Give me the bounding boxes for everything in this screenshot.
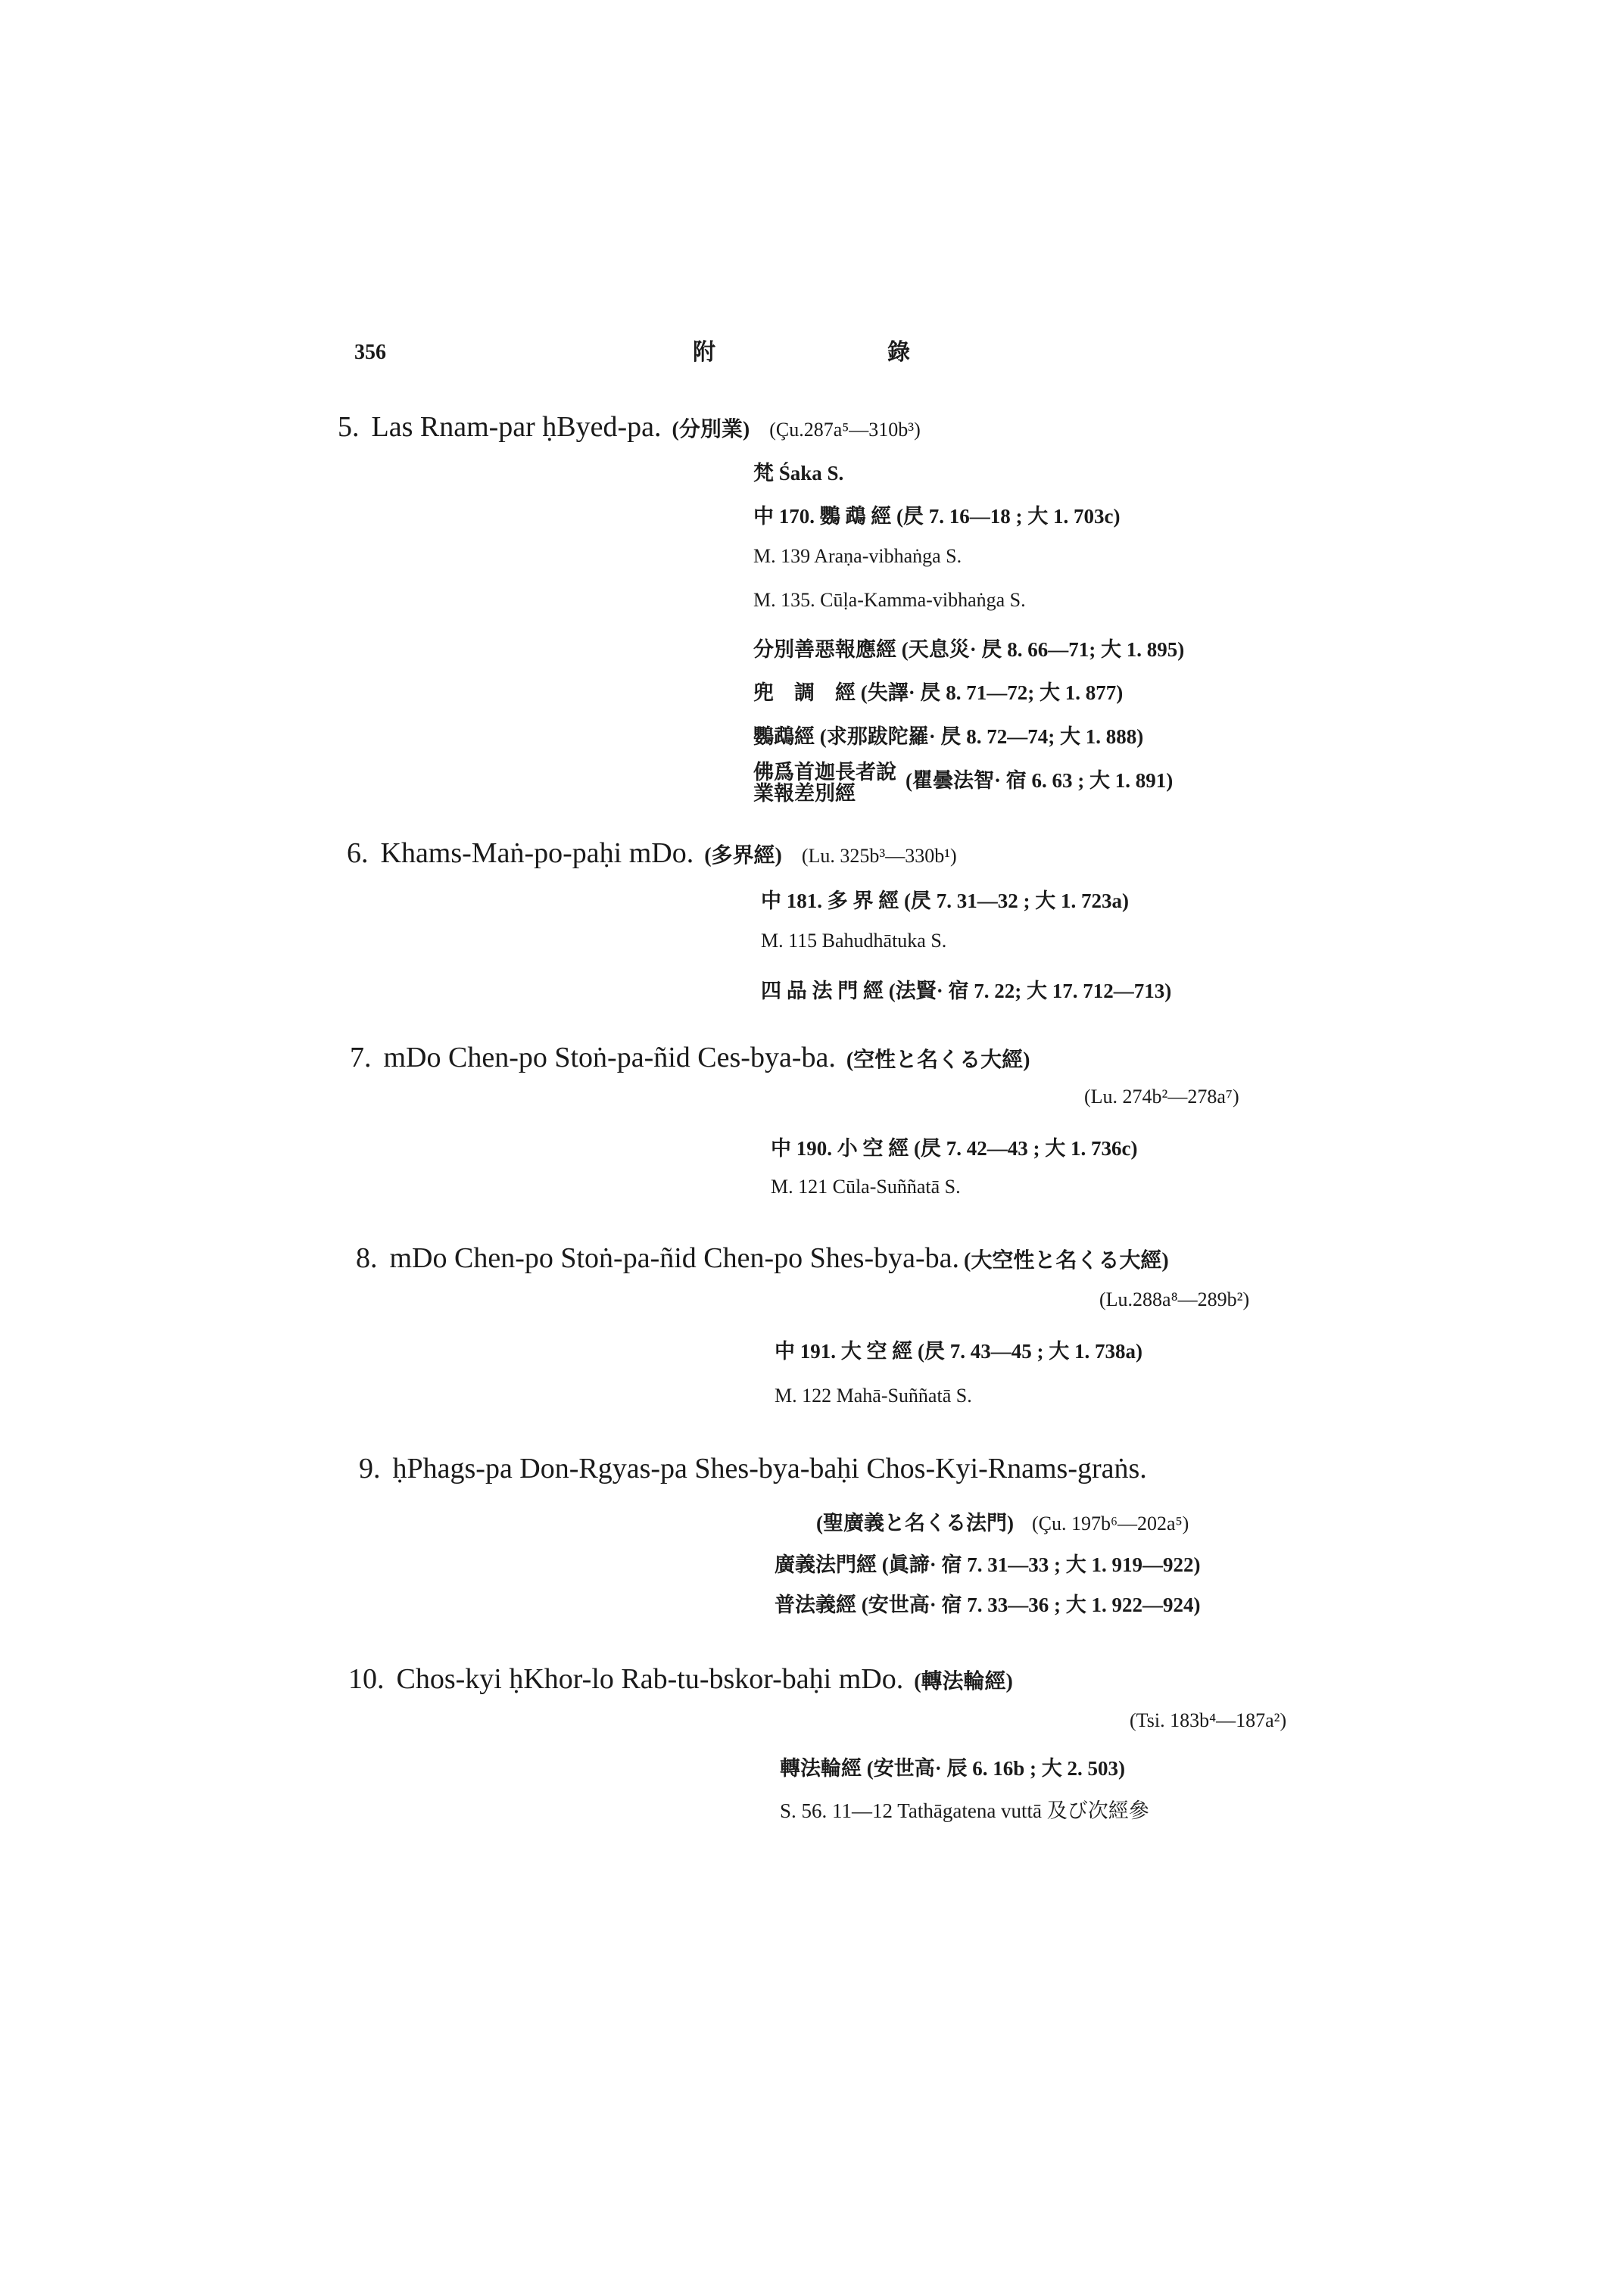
entry-number: 6. bbox=[347, 837, 369, 869]
stacked-title-line: 佛爲首迦長者說 bbox=[753, 761, 896, 784]
entry-5-ref: 兜 調 經 (失譯· 昃 8. 71—72; 大 1. 877) bbox=[753, 681, 1124, 704]
entry-7-ref: 中 190. 小 空 經 (昃 7. 42—43 ; 大 1. 736c) bbox=[771, 1137, 1138, 1160]
entry-8-ref: M. 122 Mahā-Suññatā S. bbox=[775, 1385, 972, 1407]
stacked-title bbox=[753, 762, 896, 804]
entry-5-ref: 鸚鵡經 (求那跋陀羅· 昃 8. 72—74; 大 1. 888) bbox=[753, 725, 1144, 748]
entry-chinese-title: (多界經) bbox=[704, 844, 782, 868]
entry-title: Las Rnam-par ḥByed-pa. bbox=[371, 411, 662, 443]
entry-7-ref: M. 121 Cūla-Suññatā S. bbox=[771, 1176, 961, 1198]
page-number: 356 bbox=[354, 341, 386, 364]
entry-title: mDo Chen-po Stoṅ-pa-ñid Chen-po Shes-bya-ba. bbox=[389, 1242, 959, 1274]
entry-chinese-title: (轉法輪經) bbox=[914, 1670, 1013, 1693]
entry-6-ref: 中 181. 多 界 經 (昃 7. 31—32 ; 大 1. 723a) bbox=[761, 889, 1129, 912]
entry-5-ref: M. 139 Araṇa-vibhaṅga S. bbox=[753, 545, 962, 567]
entry-chinese-title: (分別業) bbox=[672, 418, 750, 441]
entry-5-ref-stacked bbox=[753, 762, 1173, 804]
entry-number: 5. bbox=[338, 411, 360, 443]
entry-chinese-title: (空性と名くる大經) bbox=[846, 1048, 1030, 1072]
entry-source: (Lu. 325b³—330b¹) bbox=[801, 845, 957, 867]
stacked-ref-detail: (瞿曇法智· 宿 6. 63 ; 大 1. 891) bbox=[906, 769, 1174, 793]
running-head-right: 錄 bbox=[887, 340, 910, 365]
entry-7-source: (Lu. 274b²—278a⁷) bbox=[1084, 1086, 1239, 1108]
entry-5-ref: 梵 Śaka S. bbox=[753, 462, 844, 484]
entry-9-ref: 普法義經 (安世高· 宿 7. 33—36 ; 大 1. 922—924) bbox=[775, 1594, 1201, 1616]
entry-number: 10. bbox=[348, 1663, 385, 1695]
entry-number: 7. bbox=[350, 1042, 372, 1073]
entry-8-source: (Lu.288a⁸—289b²) bbox=[1099, 1288, 1250, 1310]
entry-6-heading bbox=[347, 837, 957, 870]
entry-5-ref: 分別善惡報應經 (天息災· 昃 8. 66—71; 大 1. 895) bbox=[753, 638, 1185, 661]
entry-source: (Çu. 197b⁶—202a⁵) bbox=[1031, 1513, 1189, 1534]
entry-6-ref: M. 115 Bahudhātuka S. bbox=[761, 930, 947, 952]
entry-title: Khams-Maṅ-po-paḥi mDo. bbox=[380, 837, 694, 869]
entry-title: Chos-kyi ḥKhor-lo Rab-tu-bskor-baḥi mDo. bbox=[396, 1663, 904, 1695]
entry-9-subtitle bbox=[816, 1506, 1189, 1536]
entry-chinese-title: (聖廣義と名くる法門) bbox=[816, 1512, 1014, 1534]
entry-5-ref: M. 135. Cūḷa-Kamma-vibhaṅga S. bbox=[753, 589, 1026, 611]
entry-10-ref: 轉法輪經 (安世高· 辰 6. 16b ; 大 2. 503) bbox=[780, 1757, 1125, 1780]
entry-8-heading bbox=[356, 1242, 1169, 1275]
stacked-title-line: 業報差別經 bbox=[753, 782, 856, 805]
running-head-left: 附 bbox=[693, 340, 715, 365]
entry-6-ref: 四 品 法 門 經 (法賢· 宿 7. 22; 大 17. 712—713) bbox=[761, 980, 1172, 1002]
entry-10-heading bbox=[348, 1662, 1013, 1696]
entry-9-ref: 廣義法門經 (眞諦· 宿 7. 31—33 ; 大 1. 919—922) bbox=[775, 1553, 1201, 1576]
entry-8-ref: 中 191. 大 空 經 (昃 7. 43—45 ; 大 1. 738a) bbox=[775, 1340, 1142, 1363]
entry-number: 9. bbox=[359, 1453, 381, 1485]
entry-10-ref: S. 56. 11—12 Tathāgatena vuttā 及び次經參 bbox=[780, 1799, 1149, 1822]
entry-5-ref: 中 170. 鸚 鵡 經 (昃 7. 16—18 ; 大 1. 703c) bbox=[753, 505, 1121, 528]
entry-number: 8. bbox=[356, 1242, 378, 1274]
entry-7-heading bbox=[350, 1041, 1030, 1074]
entry-10-source: (Tsi. 183b⁴—187a²) bbox=[1130, 1709, 1287, 1731]
entry-source: (Çu.287a⁵—310b³) bbox=[769, 419, 921, 441]
entry-title: ḥPhags-pa Don-Rgyas-pa Shes-bya-baḥi Chos-Kyi-Rnams-graṅs. bbox=[392, 1453, 1147, 1485]
entry-title: mDo Chen-po Stoṅ-pa-ñid Ces-bya-ba. bbox=[383, 1042, 836, 1073]
entry-9-heading bbox=[359, 1452, 1147, 1485]
entry-5-heading bbox=[338, 410, 921, 444]
entry-chinese-title: (大空性と名くる大經) bbox=[964, 1249, 1169, 1273]
